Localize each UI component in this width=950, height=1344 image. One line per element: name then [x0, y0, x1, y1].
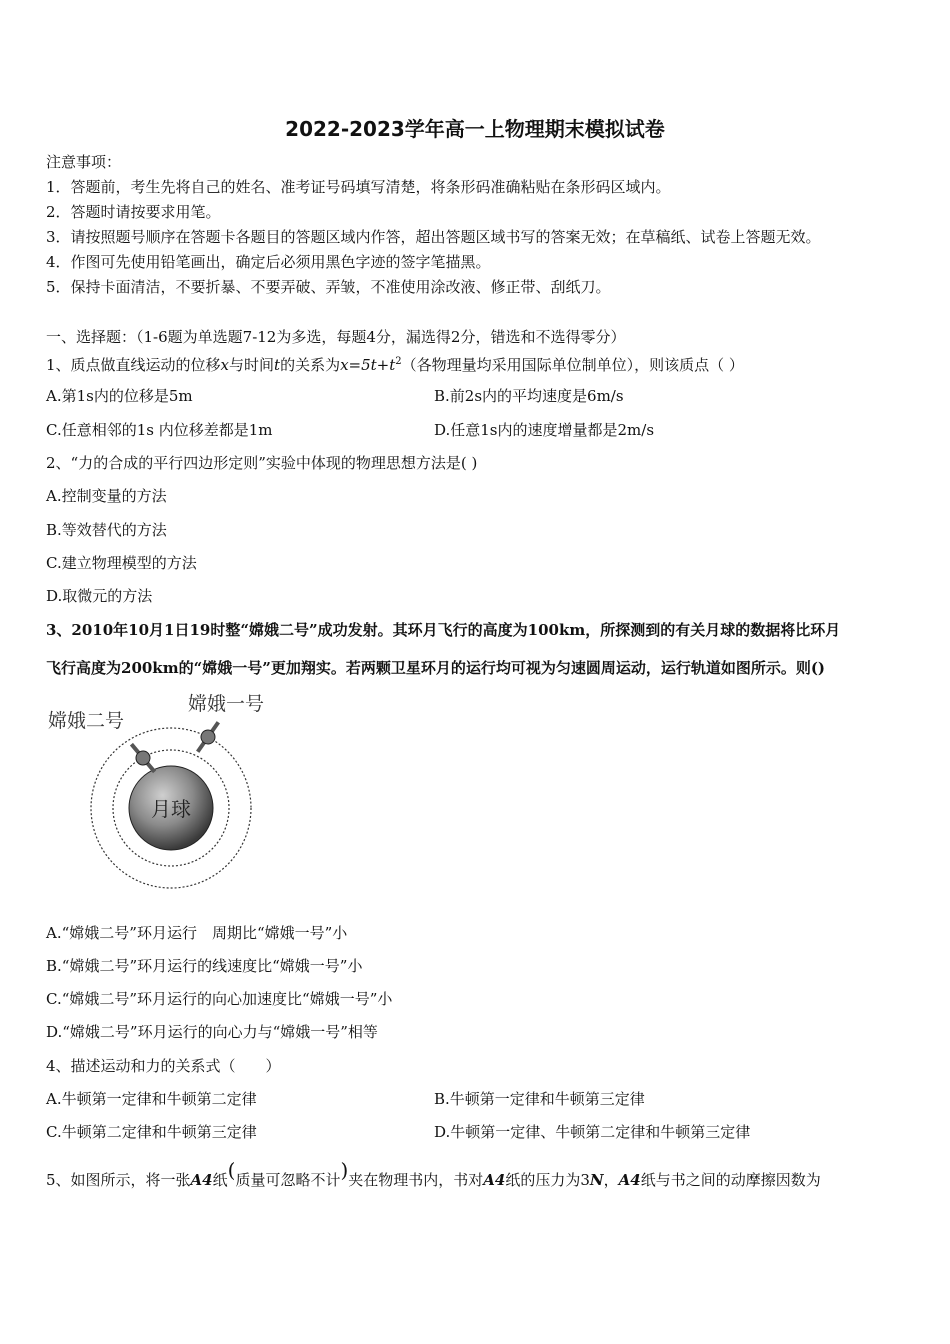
- notice-item: 2．答题时请按要求用笔。: [46, 203, 221, 221]
- notice-item: 3．请按照题号顺序在答题卡各题目的答题区域内作答，超出答题区域书写的答案无效；在草稿纸、试卷上答题无效。: [46, 228, 821, 246]
- orbit-diagram: [40, 690, 290, 900]
- q1-option-a: A.第1s内的位移是5m: [46, 387, 193, 405]
- q1-option-b: B.前2s内的平均速度是6m/s: [434, 387, 624, 405]
- q4-option-a: A.牛顿第一定律和牛顿第二定律: [46, 1090, 257, 1108]
- q4-option-d: D.牛顿第一定律、牛顿第二定律和牛顿第三定律: [434, 1123, 751, 1141]
- satellite-chang1: [192, 718, 224, 756]
- q4-option-c: C.牛顿第二定律和牛顿第三定律: [46, 1123, 257, 1141]
- q1-option-d: D.任意1s内的速度增量都是2m/s: [434, 421, 655, 439]
- question-3-stem-line1: 3、2010年10月1日19时整“嫦娥二号”成功发射。其环月飞行的高度为100km，所探测到的有关月球的数据将比环月: [46, 621, 841, 639]
- q4-option-b: B.牛顿第一定律和牛顿第三定律: [434, 1090, 645, 1108]
- question-4-stem: 4、描述运动和力的关系式（ ）: [46, 1057, 281, 1075]
- q2-option-c: C.建立物理模型的方法: [46, 554, 197, 572]
- label-chang1: 嫦娥一号: [188, 693, 265, 715]
- q2-option-b: B.等效替代的方法: [46, 521, 167, 539]
- q3-option-a: A.“嫦娥二号”环月运行 周期比“嫦娥一号”小: [46, 924, 348, 942]
- q2-option-a: A.控制变量的方法: [46, 487, 167, 505]
- q3-option-b: B.“嫦娥二号”环月运行的线速度比“嫦娥一号”小: [46, 957, 363, 975]
- q1-option-c: C.任意相邻的1s 内位移差都是1m: [46, 421, 273, 439]
- q3-option-d: D.“嫦娥二号”环月运行的向心力与“嫦娥一号”相等: [46, 1023, 378, 1041]
- moon-label: 月球: [151, 797, 191, 821]
- satellite-chang2: [126, 740, 160, 777]
- section-heading: 一、选择题：（1-6题为单选题7-12为多选，每题4分，漏选得2分，错选和不选得零分）: [46, 328, 626, 346]
- label-chang2: 嫦娥二号: [48, 710, 125, 732]
- q2-option-d: D.取微元的方法: [46, 587, 153, 605]
- question-5-stem: 5、如图所示，将一张A4纸(质量可忽略不计)夹在物理书内，书对A4纸的压力为3N，A4纸与书之间的动摩擦因数为: [46, 1158, 821, 1189]
- question-1-stem: 1、质点做直线运动的位移x与时间t的关系为$x=5t+t^2$（各物理量均采用国际单位制单位），则该质点（ ）: [46, 356, 744, 374]
- notice-item: 5．保持卡面清洁，不要折暴、不要弄破、弄皱，不准使用涂改液、修正带、刮纸刀。: [46, 278, 611, 296]
- page-title: 2022-2023学年高一上物理期末模拟试卷: [285, 117, 665, 141]
- question-2-stem: 2、“力的合成的平行四边形定则”实验中体现的物理思想方法是( ): [46, 454, 478, 472]
- notice-heading: 注意事项：: [46, 153, 122, 171]
- question-3-stem-line2: 飞行高度为200km的“嫦娥一号”更加翔实。若两颗卫星环月的运行均可视为匀速圆周运动，运行轨道如图所示。则(): [46, 659, 826, 677]
- q3-option-c: C.“嫦娥二号”环月运行的向心加速度比“嫦娥一号”小: [46, 990, 393, 1008]
- notice-item: 1．答题前，考生先将自己的姓名、准考证号码填写清楚，将条形码准确粘贴在条形码区域内。: [46, 178, 671, 196]
- notice-item: 4．作图可先使用铅笔画出，确定后必须用黑色字迹的签字笔描黑。: [46, 253, 491, 271]
